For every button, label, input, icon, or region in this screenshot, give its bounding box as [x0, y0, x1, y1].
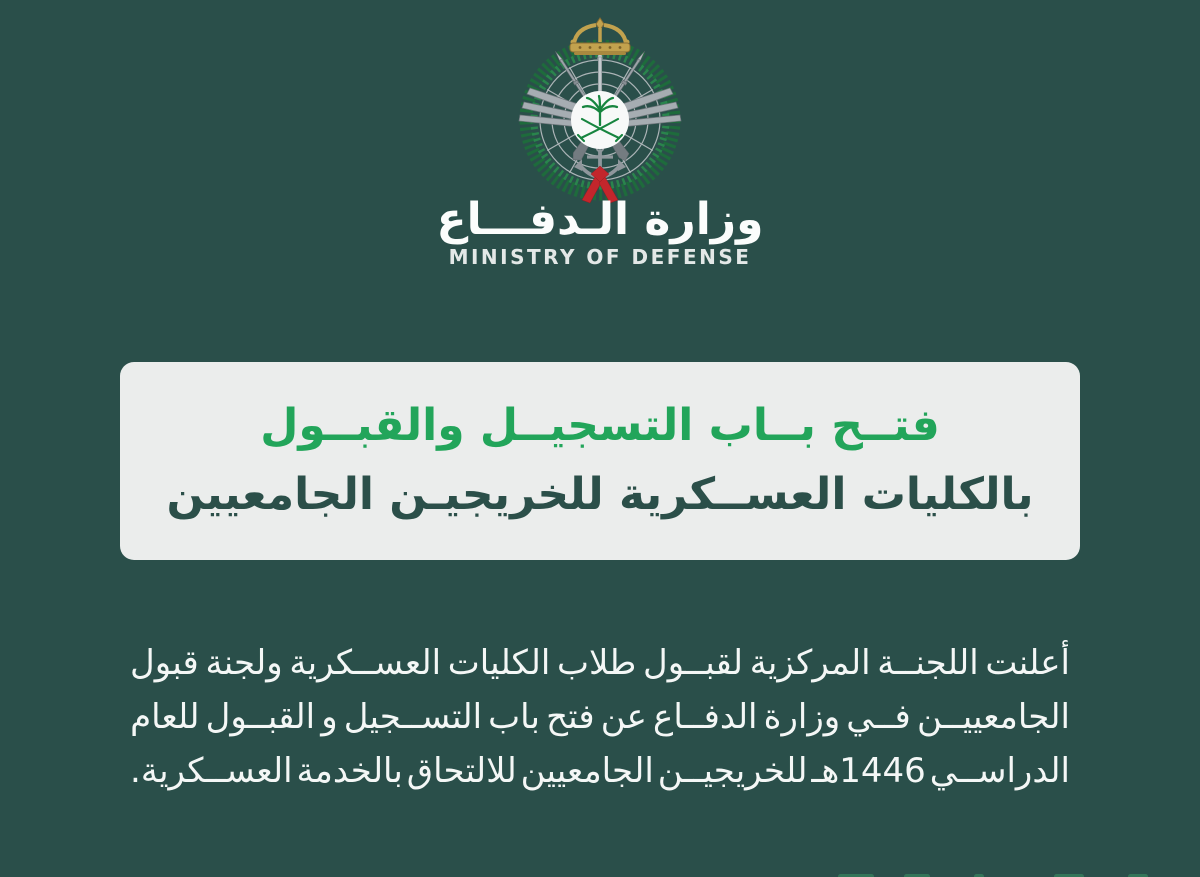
ministry-name-english: MINISTRY OF DEFENSE — [448, 245, 752, 269]
ministry-name-arabic: وزارة الـدفـــاع — [436, 194, 764, 245]
cutoff-next-line-glyph-tops — [838, 873, 1148, 877]
announcement-body — [130, 636, 1070, 798]
mod-emblem-icon — [500, 16, 700, 216]
announcement-title-card — [120, 362, 1080, 560]
title-line-dark: بالكليات العســكرية للخريجيـن الجامعيين — [166, 469, 1034, 520]
body-line-1: أعلنت اللجنــة المركزية لقبــول طلاب الكليات العســكرية ولجنة قبول — [130, 643, 1070, 683]
body-line-2: الجامعييــن فــي وزارة الدفــاع عن فتح باب التســجيل و القبــول للعام — [130, 697, 1070, 737]
crown-icon — [570, 18, 630, 55]
body-line-3: الدراســي 1446هـ للخريجيــن الجامعيين للالتحاق بالخدمة العســكرية. — [130, 751, 1070, 791]
title-line-green: فتــح بــاب التسجيــل والقبــول — [260, 400, 940, 452]
